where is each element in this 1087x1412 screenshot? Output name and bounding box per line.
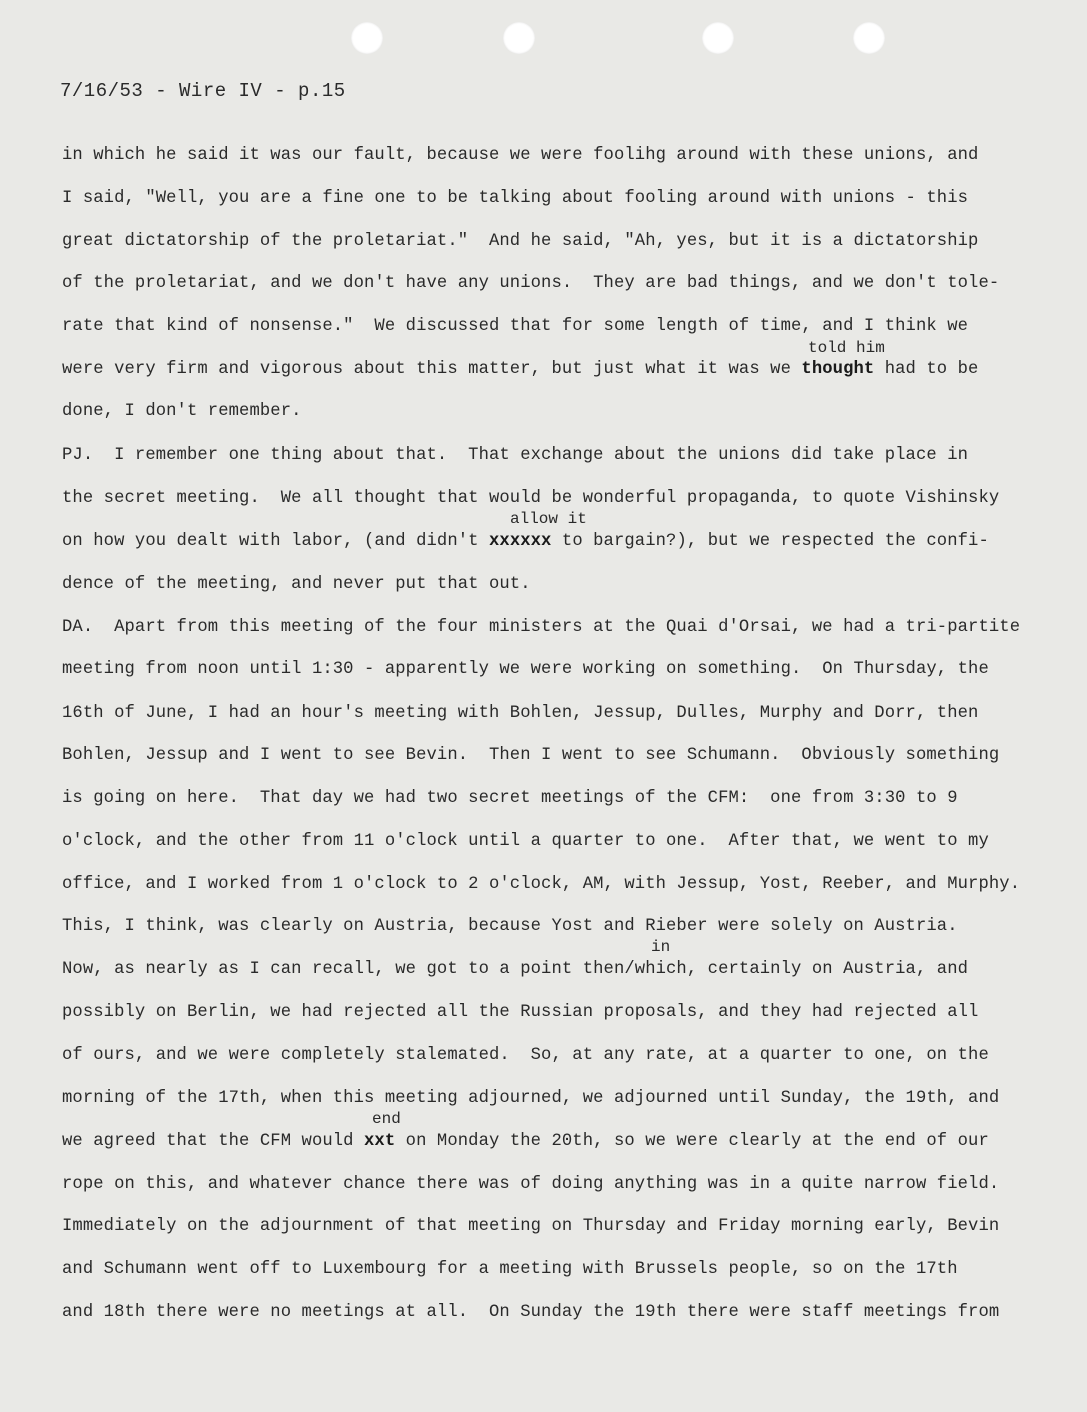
handwritten-insertion: allow it [510,510,587,528]
text-line: Immediately on the adjournment of that meeting on Thursday and Friday morning early, Bevin [62,1217,1000,1236]
handwritten-insertion: told him [808,339,885,357]
text-line: DA. Apart from this meeting of the four ministers at the Quai d'Orsai, we had a tri-partite [62,618,1021,637]
text-line: meeting from noon until 1:30 - apparently we were working on something. On Thursday, the [62,660,989,679]
struck-word: xxxxxx [488,532,552,551]
text-line: I said, "Well, you are a fine one to be talking about fooling around with unions - this [62,189,969,208]
punch-hole [853,22,885,54]
text-line: were very firm and vigorous about this matter, but just what it was we thought had to be [62,360,979,379]
text-line: o'clock, and the other from 11 o'clock until a quarter to one. After that, we went to my [62,832,989,851]
punch-hole [351,22,383,54]
punch-hole [702,22,734,54]
text-line: Bohlen, Jessup and I went to see Bevin. Then I went to see Schumann. Obviously something [62,746,1000,765]
text-line: is going on here. That day we had two secret meetings of the CFM: one from 3:30 to 9 [62,789,958,808]
text-line: morning of the 17th, when this meeting adjourned, we adjourned until Sunday, the 19th, and [62,1089,1000,1108]
text-line: the secret meeting. We all thought that would be wonderful propaganda, to quote Vishinsky [62,489,1000,508]
text-line: possibly on Berlin, we had rejected all the Russian proposals, and they had rejected all [62,1003,979,1022]
page-header: 7/16/53 - Wire IV - p.15 [60,80,346,102]
text-line: and 18th there were no meetings at all. On Sunday the 19th there were staff meetings from [62,1303,1000,1322]
text-line: This, I think, was clearly on Austria, because Yost and Rieber were solely on Austria. [62,917,958,936]
text-line: done, I don't remember. [62,402,302,421]
handwritten-insertion: end [372,1110,401,1128]
text-line: of the proletariat, and we don't have any unions. They are bad things, and we don't tole- [62,274,1000,293]
punch-hole [503,22,535,54]
text-line: office, and I worked from 1 o'clock to 2 o'clock, AM, with Jessup, Yost, Reeber, and Murphy. [62,875,1021,894]
text-line: PJ. I remember one thing about that. That exchange about the unions did take place in [62,446,969,465]
text-line: 16th of June, I had an hour's meeting with Bohlen, Jessup, Dulles, Murphy and Dorr, then [62,704,979,723]
text-line: we agreed that the CFM would xxt on Monday the 20th, so we were clearly at the end of our [62,1132,989,1151]
text-line: on how you dealt with labor, (and didn't xxxxxx to bargain?), but we respected the confi- [62,532,989,551]
text-line: great dictatorship of the proletariat." And he said, "Ah, yes, but it is a dictatorship [62,232,979,251]
text-line: dence of the meeting, and never put that out. [62,575,531,594]
text-line: of ours, and we were completely stalemated. So, at any rate, at a quarter to one, on the [62,1046,989,1065]
struck-word: thought [801,360,875,379]
handwritten-insertion: in [651,938,671,956]
struck-word: xxt [364,1132,396,1151]
text-line: Now, as nearly as I can recall, we got to a point then/which, certainly on Austria, and [62,960,969,979]
text-line: and Schumann went off to Luxembourg for a meeting with Brussels people, so on the 17th [62,1260,958,1279]
text-line: rope on this, and whatever chance there was of doing anything was in a quite narrow field. [62,1175,1000,1194]
text-line: in which he said it was our fault, because we were foolihg around with these unions, and [62,146,979,165]
text-line: rate that kind of nonsense." We discussed that for some length of time, and I think we [62,317,969,336]
